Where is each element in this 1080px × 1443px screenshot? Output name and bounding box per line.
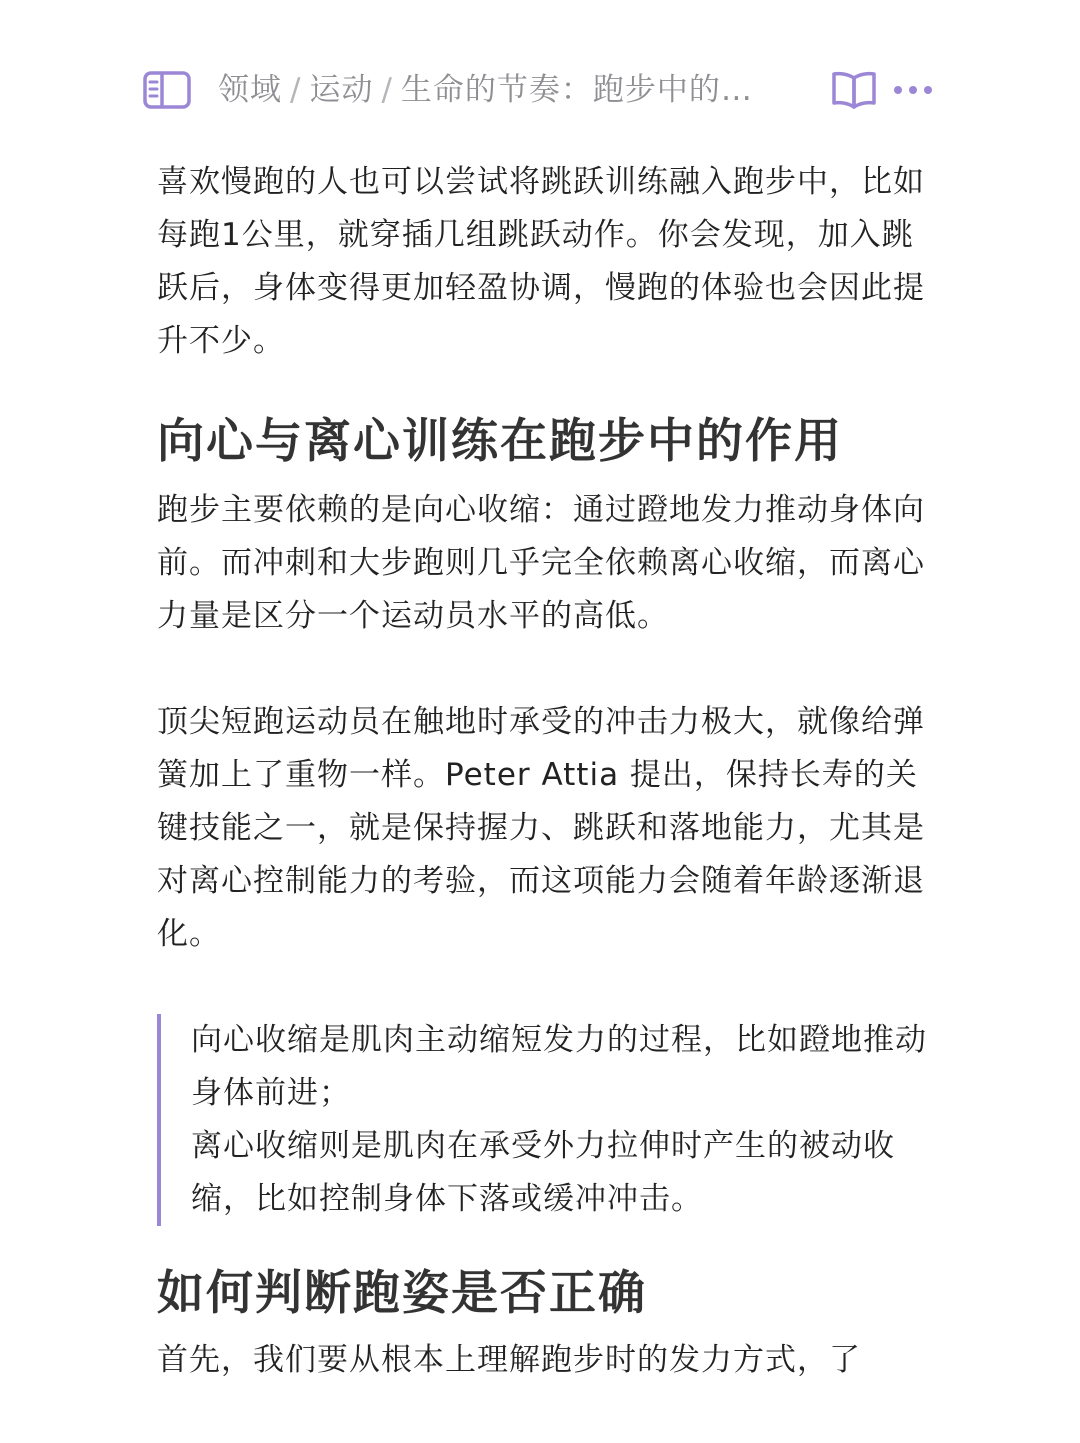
section1-paragraph-2: 顶尖短跑运动员在触地时承受的冲击力极大，就像给弹簧加上了重物一样。Peter Attia 提出，保持长寿的关键技能之一，就是保持握力、跳跃和落地能力，尤其是对离心控制能力的考验，而这项能力会随着年龄逐渐退化。 — [157, 704, 925, 952]
breadcrumb-item-sport[interactable]: 运动 — [309, 72, 374, 108]
intro-paragraph: 喜欢慢跑的人也可以尝试将跳跃训练融入跑步中，比如每跑1公里，就穿插几组跳跃动作。你会发现，加入跳跃后，身体变得更加轻盈协调，慢跑的体验也会因此提升不少。 — [157, 164, 925, 359]
breadcrumb-item-current-page[interactable]: 生命的节奏：跑步中的… — [400, 72, 753, 108]
breadcrumb — [218, 68, 808, 112]
article-content — [157, 156, 927, 1387]
more-dots-icon[interactable] — [892, 80, 934, 100]
open-book-icon[interactable] — [830, 70, 878, 110]
section-heading-running-form: 如何判断跑姿是否正确 — [157, 1266, 647, 1321]
section-heading-concentric-eccentric: 向心与离心训练在跑步中的作用 — [157, 414, 843, 469]
breadcrumb-item-domain[interactable]: 领域 — [218, 72, 282, 108]
top-navigation-bar — [0, 58, 1080, 122]
quote-line-concentric: 向心收缩是肌肉主动缩短发力的过程，比如蹬地推动身体前进； — [191, 1022, 927, 1111]
blockquote — [157, 1014, 927, 1226]
breadcrumb-separator: / — [290, 72, 302, 108]
sidebar-toggle-icon[interactable] — [142, 70, 192, 110]
quote-line-eccentric: 离心收缩则是肌肉在承受外力拉伸时产生的被动收缩，比如控制身体下落或缓冲冲击。 — [191, 1128, 895, 1217]
section2-paragraph-1: 首先，我们要从根本上理解跑步时的发力方式，了 — [157, 1342, 861, 1378]
section1-paragraph-1: 跑步主要依赖的是向心收缩：通过蹬地发力推动身体向前。而冲刺和大步跑则几乎完全依赖离心收缩，而离心力量是区分一个运动员水平的高低。 — [157, 492, 925, 634]
breadcrumb-separator: / — [381, 72, 393, 108]
